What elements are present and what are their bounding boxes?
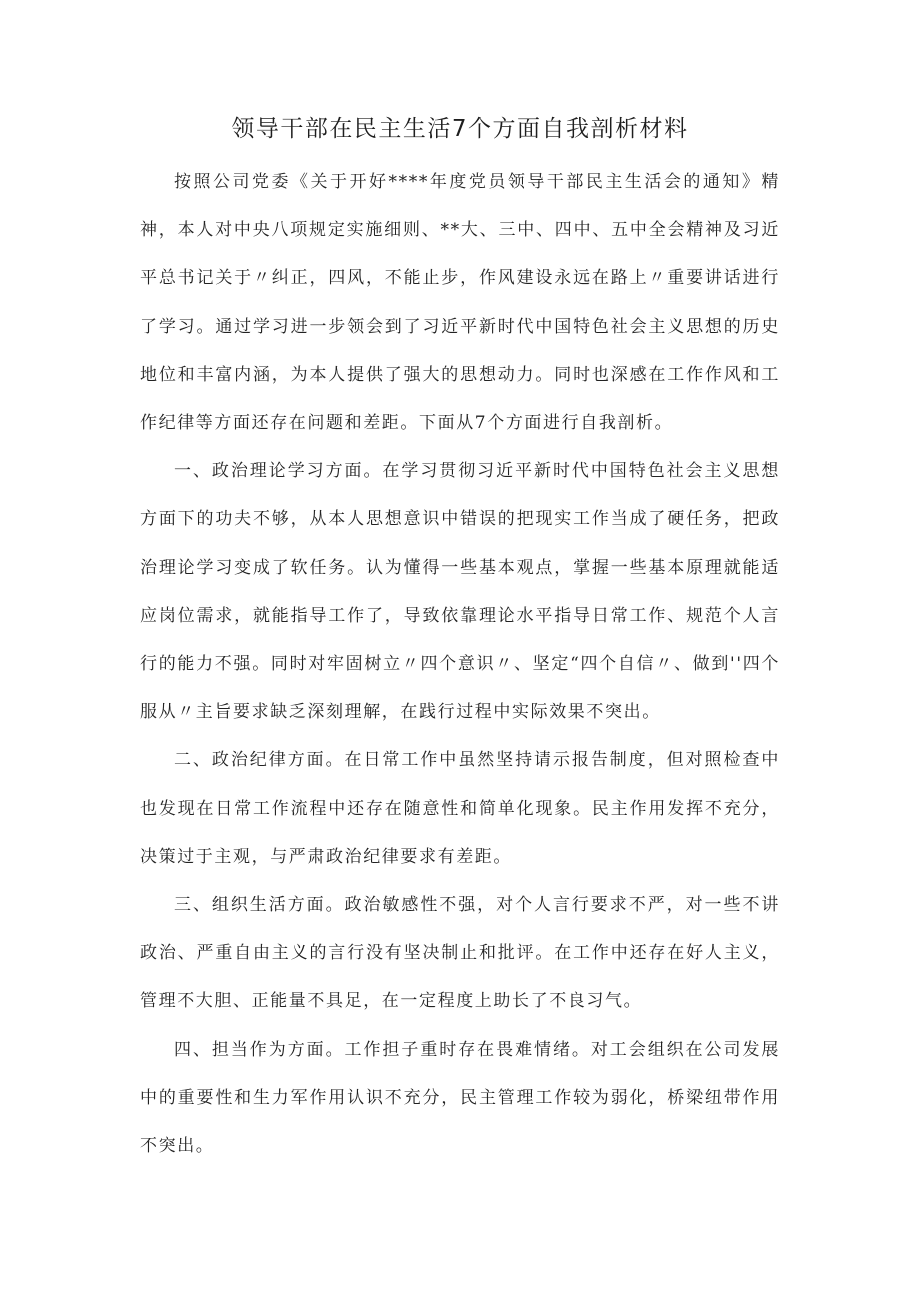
paragraph-intro: 按照公司党委《关于开好****年度党员领导干部民主生活会的通知》精神，本人对中央八项规定实施细则、**大、三中、四中、五中全会精神及习近平总书记关于〃纠正，四风，不能止步，作风建设永远在路上〃重要讲话进行了学习。通过学习进一步领会到了习近平新时代中国特色社会主义思想的历史地位和丰富内涵，为本人提供了强大的思想动力。同时也深感在工作作风和工作纪律等方面还存在问题和差距。下面从7个方面进行自我剖析。 bbox=[140, 172, 780, 434]
document-title: 领导干部在民主生活7个方面自我剖析材料 bbox=[231, 116, 689, 142]
document-body bbox=[140, 158, 780, 1170]
paragraph-political-discipline: 二、政治纪律方面。在日常工作中虽然坚持请示报告制度，但对照检查中也发现在日常工作流程中还存在随意性和简单化现象。民主作用发挥不充分，决策过于主观，与严肃政治纪律要求有差距。 bbox=[140, 750, 780, 867]
paragraph-organizational-life: 三、组织生活方面。政治敏感性不强，对个人言行要求不严，对一些不讲政治、严重自由主义的言行没有坚决制止和批评。在工作中还存在好人主义，管理不大胆、正能量不具足，在一定程度上助长了不良习气。 bbox=[140, 895, 780, 1012]
paragraph-political-theory: 一、政治理论学习方面。在学习贯彻习近平新时代中国特色社会主义思想方面下的功夫不够，从本人思想意识中错误的把现实工作当成了硬任务，把政治理论学习变成了软任务。认为懂得一些基本观点，掌握一些基本原理就能适应岗位需求，就能指导工作了，导致依靠理论水平指导日常工作、规范个人言行的能力不强。同时对牢固树立〃四个意识〃、坚定“四个自信〃、做到''四个服从〃主旨要求缺乏深刻理解，在践行过程中实际效果不突出。 bbox=[140, 461, 780, 723]
paragraph-responsibility: 四、担当作为方面。工作担子重时存在畏难情绪。对工会组织在公司发展中的重要性和生力军作用认识不充分，民主管理工作较为弱化，桥梁纽带作用不突出。 bbox=[140, 1039, 780, 1157]
